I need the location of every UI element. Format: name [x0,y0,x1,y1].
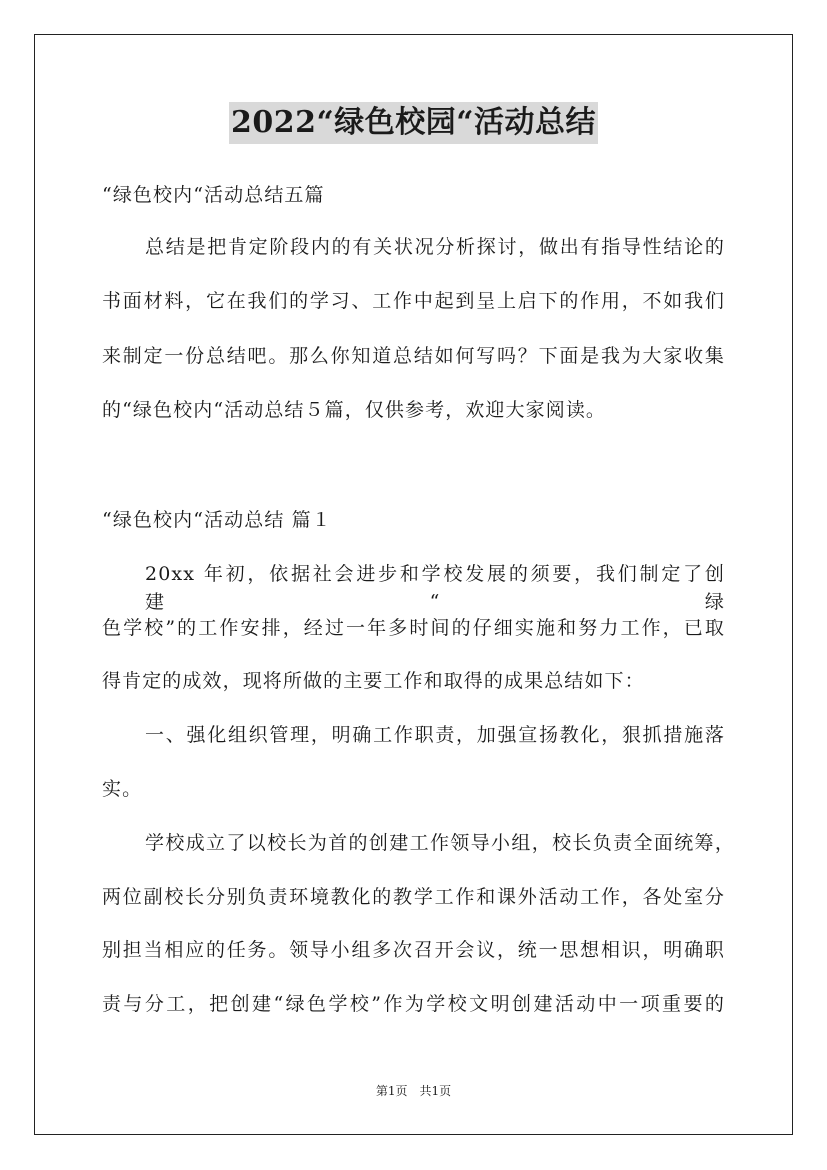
intro-line: 总结是把肯定阶段内的有关状况分析探讨，做出有指导性结论的 [145,236,725,258]
document-title-text: 2022“绿色校园“活动总结 [229,102,598,144]
page-number-footer: 第1页 共1页 [375,1084,452,1098]
body-line: 责与分工，把创建“绿色学校”作为学校文明创建活动中一项重要的 [102,993,725,1015]
intro-line: 来制定一份总结吧。那么你知道总结如何写吗？下面是我为大家收集 [102,345,725,367]
intro-line: 书面材料，它在我们的学习、工作中起到呈上启下的作用，不如我们 [102,290,725,312]
body-line: 实。 [102,778,143,800]
document-subtitle: “绿色校内“活动总结五篇 [102,184,325,206]
body-line: 得肯定的成效，现将所做的主要工作和取得的成果总结如下： [102,670,645,692]
body-line: 学校成立了以校长为首的创建工作领导小组，校长负责全面统筹， [145,832,735,854]
body-line: 两位副校长分别负责环境教化的教学工作和课外活动工作，各处室分 [102,886,725,908]
intro-line: 的“绿色校内“活动总结５篇，仅供参考，欢迎大家阅读。 [102,399,607,421]
document-title [0,102,827,144]
section-heading: “绿色校内“活动总结 篇１ [102,509,332,531]
body-line: 20xx 年初，依据社会进步和学校发展的须要，我们制定了创建“绿 [145,563,725,613]
body-line: 色学校”的工作安排，经过一年多时间的仔细实施和努力工作，已取 [102,617,725,639]
body-line: 别担当相应的任务。领导小组多次召开会议，统一思想相识，明确职 [102,939,725,961]
body-line: 一、强化组织管理，明确工作职责，加强宣扬教化，狠抓措施落 [145,724,725,746]
